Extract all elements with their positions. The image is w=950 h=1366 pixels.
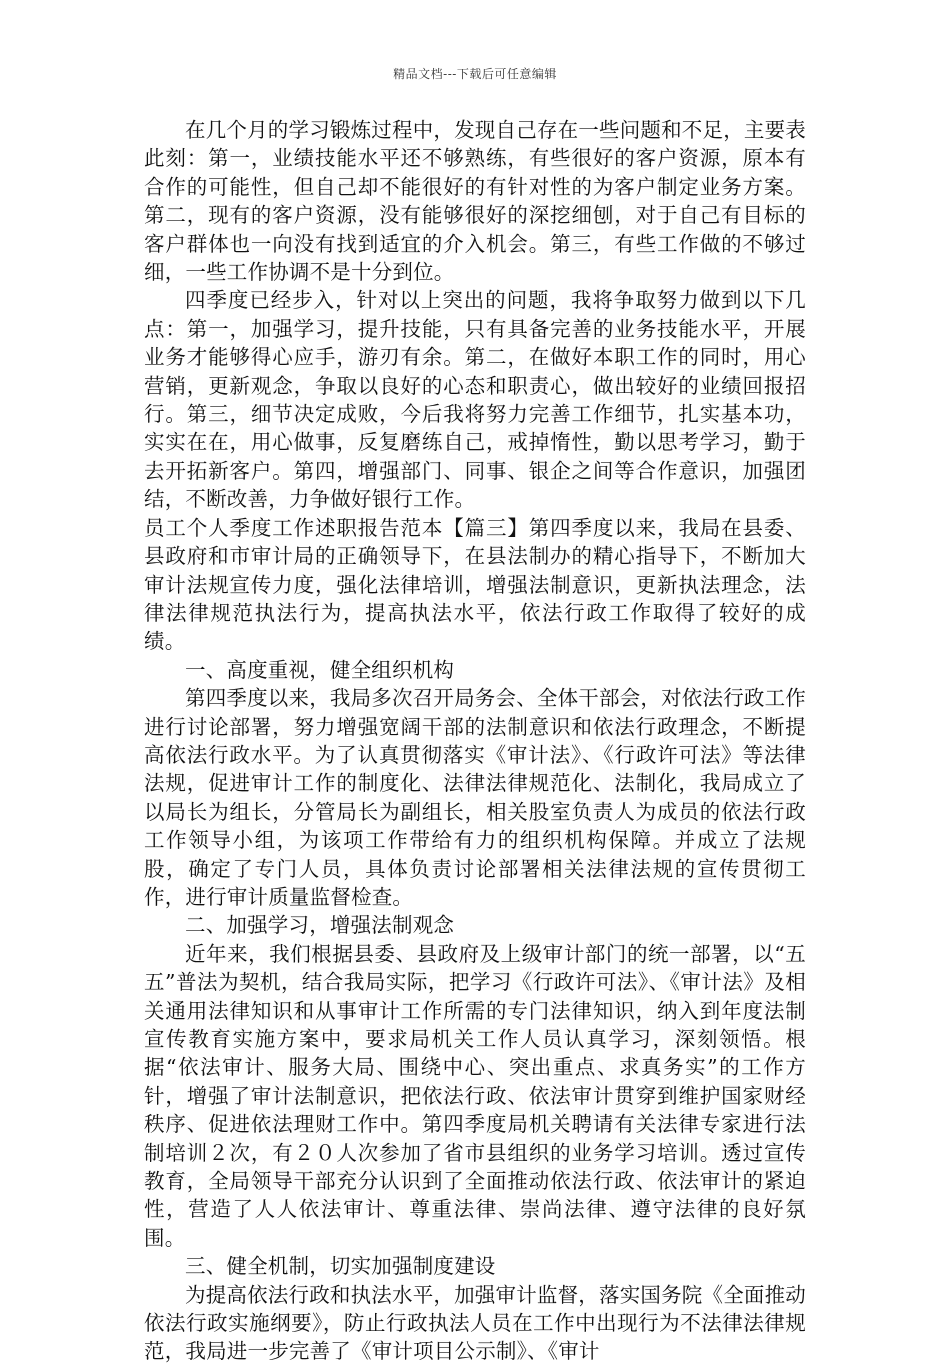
paragraph-report-intro: 员工个人季度工作述职报告范本【篇三】第四季度以来，我局在县委、县政府和市审计局的正确领导下，在县法制办的精心指导下，不断加大审计法规宣传力度，强化法律培训，增强法制意识，更新执法理念，法律法律规范执法行为，提高执法水平，依法行政工作取得了较好的成绩。: [144, 515, 806, 654]
section-heading-1: 一、高度重视，健全组织机构: [185, 657, 455, 682]
paragraph-learning: 近年来，我们根据县委、县政府及上级审计部门的统一部署，以“五五”普法为契机，结合我局实际，把学习《行政许可法》、《审计法》及相关通用法律知识和从事审计工作所需的专门法律知识，纳入到年度法制宣传教育实施方案中，要求局机关工作人员认真学习，深刻领悟。根据“依法审计、服务大局、围绕中心、突出重点、求真务实”的工作方针，增强了审计法制意识，把依法行政、依法审计贯穿到维护国家财经秩序、促进依法理财工作中。第四季度局机关聘请有关法律专家进行法制培训２次，有２０人次参加了省市县组织的业务学习培训。透过宣传教育，全局领导干部充分认识到了全面推动依法行政、依法审计的紧迫性，营造了人人依法审计、尊重法律、崇尚法律、遵守法律的良好氛围。: [144, 941, 806, 1250]
paragraph-mechanism: 为提高依法行政和执法水平，加强审计监督，落实国务院《全面推动依法行政实施纲要》，防止行政执法人员在工作中出现行为不法律法律规范，我局进一步完善了《审计项目公示制》、《审计: [144, 1282, 806, 1364]
paragraph-organization: 第四季度以来，我局多次召开局务会、全体干部会，对依法行政工作进行讨论部署，努力增强宽阔干部的法制意识和依法行政理念，不断提高依法行政水平。为了认真贯彻落实《审计法》、《行政许可法》等法律法规，促进审计工作的制度化、法律法律规范化、法制化，我局成立了以局长为组长，分管局长为副组长，相关股室负责人为成员的依法行政工作领导小组，为该项工作带给有力的组织机构保障。并成立了法规股，确定了专门人员，具体负责讨论部署相关法律法规的宣传贯彻工作，进行审计质量监督检查。: [144, 686, 806, 909]
section-heading-2: 二、加强学习，增强法制观念: [185, 913, 455, 938]
paragraph-problems: 在几个月的学习锻炼过程中，发现自己存在一些问题和不足，主要表此刻：第一，业绩技能水平还不够熟练，有些很好的客户资源，原本有合作的可能性，但自己却不能很好的有针对性的为客户制定业务方案。第二，现有的客户资源，没有能够很好的深挖细刨，对于自己有目标的客户群体也一向没有找到适宜的介入机会。第三，有些工作做的不够过细，一些工作协调不是十分到位。: [144, 118, 806, 285]
document-body: [144, 116, 806, 1366]
section-heading-3: 三、健全机制，切实加强制度建设: [185, 1254, 496, 1279]
paragraph-q4-plan: 四季度已经步入，针对以上突出的问题，我将争取努力做到以下几点：第一，加强学习，提升技能，只有具备完善的业务技能水平，开展业务才能够得心应手，游刃有余。第二，在做好本职工作的同时，用心营销，更新观念，争取以良好的心态和职责心，做出较好的业绩回报招行。第三，细节决定成败，今后我将努力完善工作细节，扎实基本功，实实在在，用心做事，反复磨练自己，戒掉惰性，勤以思考学习，勤于去开拓新客户。第四，增强部门、同事、银企之间等合作意识，加强团结，不断改善，力争做好银行工作。: [144, 288, 806, 512]
page-header: 精品文档---下载后可任意编辑: [393, 67, 557, 81]
